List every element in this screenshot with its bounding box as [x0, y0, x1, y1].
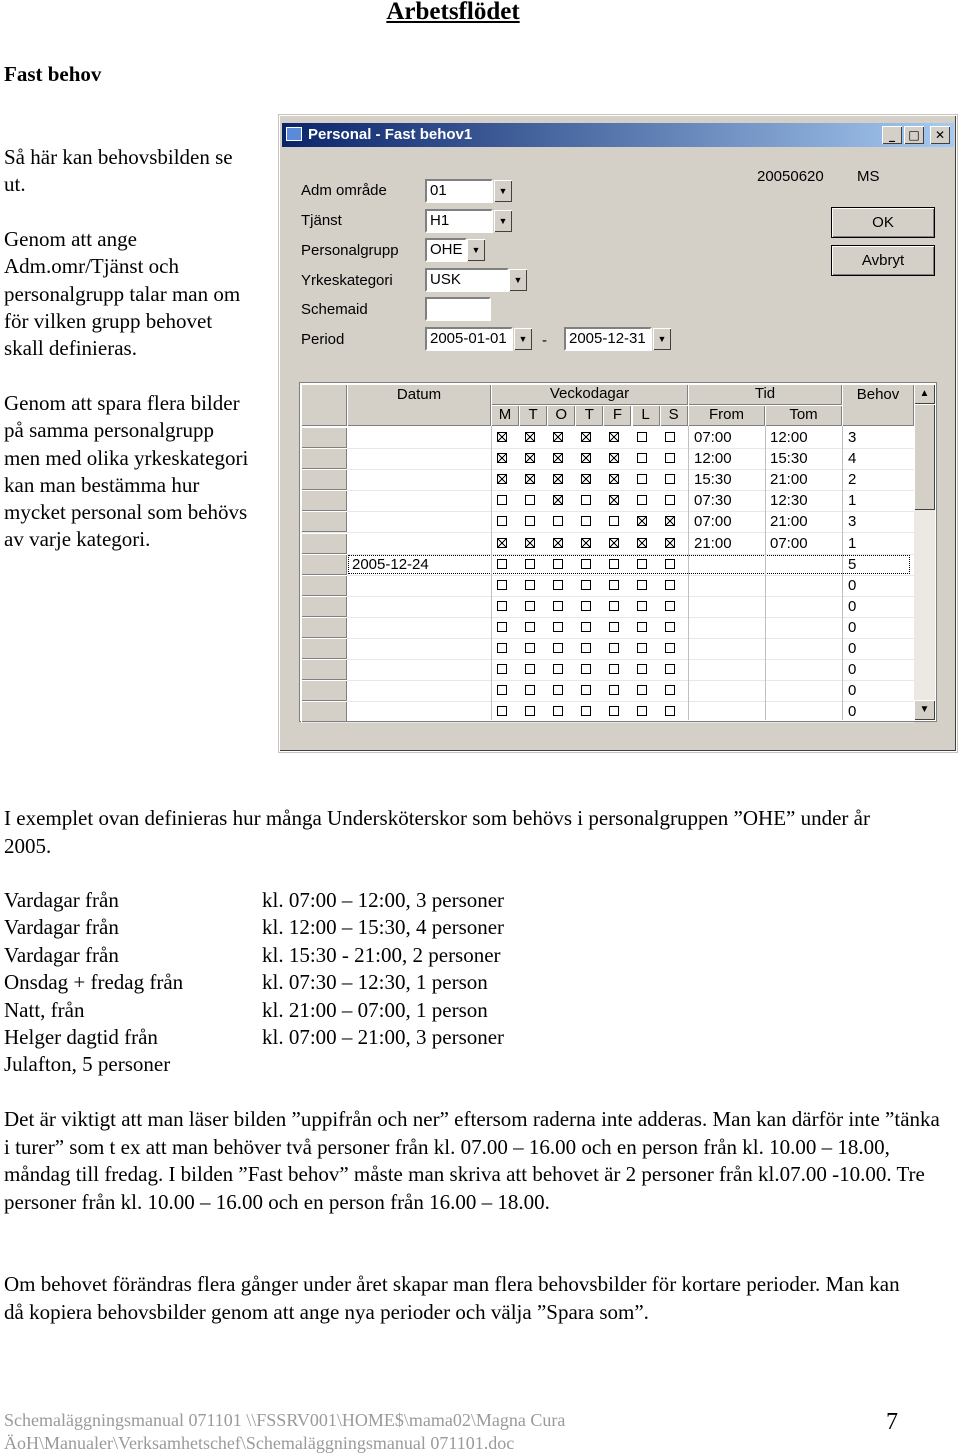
personalgrupp-label: Personalgrupp [301, 242, 399, 259]
side-text-3: Genom att spara flera bilder på samma personalgrupp men med olika yrkeskategori kan man bestämma hur mycket personal som behövs av varje kategori. [4, 391, 249, 552]
period-to-input[interactable]: 2005-12-31 [564, 327, 652, 351]
row-header[interactable] [301, 448, 347, 469]
checkbox-checked[interactable] [609, 495, 619, 505]
checkbox-checked[interactable] [581, 453, 591, 463]
checkbox-checked[interactable] [609, 538, 619, 548]
schemaid-input[interactable] [425, 297, 491, 321]
side-text-2: Genom att ange Adm.omr/Tjänst och personalgrupp talar man om för vilken grupp behovet skall definieras. [4, 227, 241, 361]
checkbox-unchecked[interactable] [497, 601, 507, 611]
cell-behov[interactable]: 0 [848, 661, 857, 679]
personalgrupp-select[interactable]: OHE [425, 238, 467, 262]
checkbox-unchecked[interactable] [497, 664, 507, 674]
col-header-day: T [575, 405, 603, 426]
row-header[interactable] [301, 511, 347, 532]
side-text-1: Så här kan behovsbilden se ut. [4, 145, 233, 197]
checkbox-checked[interactable] [665, 538, 675, 548]
checkbox-unchecked[interactable] [609, 601, 619, 611]
checkbox-checked[interactable] [581, 432, 591, 442]
checkbox-unchecked[interactable] [581, 706, 591, 716]
row-header[interactable] [301, 554, 347, 575]
col-header-behov[interactable]: Behov [842, 384, 914, 426]
section-heading: Fast behov [4, 62, 102, 86]
col-header-day: M [491, 405, 519, 426]
checkbox-checked[interactable] [609, 432, 619, 442]
checkbox-checked[interactable] [553, 538, 563, 548]
example-label: Onsdag + fredag från [4, 970, 184, 995]
cell-behov[interactable]: 4 [848, 450, 857, 468]
col-header-from[interactable]: From [688, 405, 765, 426]
cell-tom[interactable]: 15:30 [770, 450, 808, 468]
table-row[interactable] [301, 427, 914, 449]
checkbox-unchecked[interactable] [497, 706, 507, 716]
column-divider [842, 426, 843, 720]
example-value: kl. 07:00 – 12:00, 3 personer [262, 888, 505, 912]
checkbox-unchecked[interactable] [637, 664, 647, 674]
cell-behov[interactable]: 1 [848, 534, 857, 552]
checkbox-unchecked[interactable] [525, 516, 535, 526]
cell-behov[interactable]: 0 [848, 618, 857, 636]
row-header[interactable] [301, 617, 347, 638]
checkbox-checked[interactable] [553, 474, 563, 484]
checkbox-unchecked[interactable] [581, 643, 591, 653]
calendar-dropdown-icon[interactable]: ▼ [653, 328, 671, 350]
checkbox-unchecked[interactable] [665, 580, 675, 590]
cell-behov[interactable]: 3 [848, 513, 857, 531]
checkbox-checked[interactable] [497, 453, 507, 463]
example-value: kl. 12:00 – 15:30, 4 personer [262, 915, 505, 940]
checkbox-unchecked[interactable] [609, 664, 619, 674]
dialog-title: Personal - Fast behov1 [308, 126, 473, 143]
checkbox-unchecked[interactable] [609, 706, 619, 716]
cell-behov[interactable]: 0 [848, 703, 857, 721]
checkbox-unchecked[interactable] [637, 601, 647, 611]
checkbox-unchecked[interactable] [525, 685, 535, 695]
col-header-day: F [603, 405, 631, 426]
row-header[interactable] [301, 427, 347, 448]
checkbox-unchecked[interactable] [637, 495, 647, 505]
checkbox-checked[interactable] [525, 474, 535, 484]
checkbox-checked[interactable] [637, 516, 647, 526]
checkbox-checked[interactable] [609, 453, 619, 463]
focus-row-outline [348, 555, 910, 574]
checkbox-unchecked[interactable] [637, 559, 647, 569]
checkbox-unchecked[interactable] [637, 643, 647, 653]
checkbox-unchecked[interactable] [581, 601, 591, 611]
checkbox-unchecked[interactable] [525, 664, 535, 674]
calendar-dropdown-icon[interactable]: ▼ [514, 328, 532, 350]
cell-behov[interactable]: 2 [848, 471, 857, 489]
intro-paragraph: I exemplet ovan definieras hur många Undersköterskor som behövs i personalgruppen ”OHE” under år 2005. [4, 806, 870, 858]
example-label: Natt, från [4, 997, 85, 1022]
ok-button[interactable]: OK [831, 207, 935, 238]
cell-tom[interactable]: 12:00 [770, 429, 808, 446]
close-icon[interactable]: ✕ [930, 126, 950, 144]
cell-tom[interactable]: 12:30 [770, 492, 808, 510]
checkbox-unchecked[interactable] [637, 432, 647, 442]
checkbox-unchecked[interactable] [497, 495, 507, 505]
example-value: kl. 15:30 - 21:00, 2 personer [262, 942, 501, 967]
checkbox-unchecked[interactable] [637, 453, 647, 463]
cell-behov[interactable]: 1 [848, 492, 857, 510]
cell-from[interactable]: 07:00 [694, 429, 732, 446]
checkbox-unchecked[interactable] [665, 643, 675, 653]
checkbox-unchecked[interactable] [665, 432, 675, 442]
row-header[interactable] [301, 575, 347, 596]
col-header-day: L [632, 405, 660, 426]
cell-behov[interactable]: 0 [848, 597, 857, 615]
closing-paragraph: Om behovet förändras flera gånger under året skapar man flera behovsbilder för kortare perioder. Man kan då kopiera behovsbilder genom att ange nya perioder och välja ”Spara som”. [4, 1272, 900, 1324]
minimize-icon[interactable]: _ [882, 126, 902, 144]
checkbox-unchecked[interactable] [553, 601, 563, 611]
checkbox-checked[interactable] [553, 432, 563, 442]
row-header[interactable] [301, 701, 347, 722]
col-header-tid[interactable]: Tid [688, 384, 842, 405]
dialog-date: 20050620 [757, 168, 824, 185]
explanation-paragraph: Det är viktigt att man läser bilden ”uppifrån och ner” eftersom raderna inte adderas. Man kan därför inte ”tänka i turer” som t ex att man behöver två personer från kl. 07.00 – 16.00 och en person från kl. 10.00 – 18.00, måndag till fredag. I bilden ”Fast behov” måste man skriva att behovet är 2 personer från kl.07.00 -10.00. Tre personer från kl. 10.00 – 16.00 och en person från 16.00 – 18.00. [4, 1107, 940, 1214]
checkbox-checked[interactable] [497, 474, 507, 484]
checkbox-unchecked[interactable] [581, 685, 591, 695]
checkbox-unchecked[interactable] [525, 706, 535, 716]
chevron-down-icon[interactable]: ▼ [509, 269, 527, 291]
checkbox-unchecked[interactable] [665, 622, 675, 632]
tjanst-select[interactable]: H1 [425, 209, 493, 233]
footer-path [4, 1409, 565, 1455]
table-row[interactable] [301, 596, 914, 618]
col-header-day: O [547, 405, 575, 426]
checkbox-checked[interactable] [553, 495, 563, 505]
checkbox-unchecked[interactable] [497, 685, 507, 695]
chevron-down-icon[interactable]: ▼ [494, 210, 512, 232]
col-header-veckodagar[interactable]: Veckodagar [491, 384, 688, 405]
example-value: kl. 07:00 – 21:00, 3 personer [262, 1025, 505, 1049]
col-header-day: S [660, 405, 688, 426]
table-row[interactable] [301, 701, 914, 723]
period-label: Period [301, 331, 345, 348]
cell-from[interactable]: 12:00 [694, 450, 732, 468]
cell-behov[interactable]: 0 [848, 682, 857, 700]
yrkeskategori-select[interactable]: USK [425, 268, 509, 292]
checkbox-checked[interactable] [497, 538, 507, 548]
checkbox-unchecked[interactable] [525, 580, 535, 590]
page-number: 7 [886, 1409, 898, 1435]
row-header-corner [301, 384, 347, 426]
row-header[interactable] [301, 659, 347, 680]
example-label: Vardagar från [4, 888, 119, 912]
checkbox-unchecked[interactable] [581, 664, 591, 674]
row-header[interactable] [301, 638, 347, 659]
column-divider [491, 426, 492, 720]
cell-behov[interactable]: 5 [848, 555, 857, 573]
checkbox-unchecked[interactable] [637, 685, 647, 695]
checkbox-unchecked[interactable] [609, 685, 619, 695]
row-header[interactable] [301, 596, 347, 617]
table-row[interactable] [301, 511, 914, 533]
checkbox-unchecked[interactable] [665, 664, 675, 674]
checkbox-unchecked[interactable] [581, 495, 591, 505]
cell-from[interactable]: 15:30 [694, 471, 732, 489]
cell-behov[interactable]: 0 [848, 576, 857, 594]
period-from-input[interactable]: 2005-01-01 [425, 327, 513, 351]
checkbox-unchecked[interactable] [497, 559, 507, 569]
checkbox-checked[interactable] [665, 516, 675, 526]
checkbox-unchecked[interactable] [553, 516, 563, 526]
table-row[interactable] [301, 575, 914, 597]
row-header[interactable] [301, 533, 347, 554]
maximize-icon[interactable]: □ [904, 126, 924, 144]
checkbox-checked[interactable] [525, 453, 535, 463]
cell-from[interactable]: 21:00 [694, 534, 732, 552]
checkbox-unchecked[interactable] [525, 622, 535, 632]
tjanst-label: Tjänst [301, 212, 342, 229]
checkbox-unchecked[interactable] [553, 685, 563, 695]
checkbox-unchecked[interactable] [553, 664, 563, 674]
checkbox-unchecked[interactable] [497, 580, 507, 590]
table-row[interactable] [301, 469, 914, 491]
column-divider [688, 426, 689, 720]
cell-from[interactable]: 07:00 [694, 513, 732, 531]
table-row[interactable] [301, 617, 914, 639]
row-header[interactable] [301, 469, 347, 490]
checkbox-checked[interactable] [609, 474, 619, 484]
checkbox-unchecked[interactable] [581, 622, 591, 632]
checkbox-checked[interactable] [525, 538, 535, 548]
col-header-day: T [519, 405, 547, 426]
checkbox-checked[interactable] [553, 453, 563, 463]
table-row[interactable] [301, 638, 914, 660]
adm-label: Adm område [301, 182, 387, 199]
checkbox-unchecked[interactable] [525, 559, 535, 569]
footer-line-1: Schemaläggningsmanual 071101 \\FSSRV001\HOME$\mama02\Magna Cura [4, 1410, 566, 1430]
checkbox-unchecked[interactable] [581, 516, 591, 526]
period-separator: - [542, 332, 547, 349]
table-row[interactable] [301, 490, 914, 512]
chevron-down-icon[interactable]: ▼ [494, 180, 512, 202]
checkbox-unchecked[interactable] [665, 685, 675, 695]
table-row[interactable] [301, 659, 914, 681]
footer-line-2: ÄoH\Manualer\Verksamhetschef\Schemaläggningsmanual 071101.doc [4, 1433, 515, 1453]
page-title: Arbetsflödet [386, 0, 520, 25]
adm-select[interactable]: 01 [425, 179, 493, 203]
checkbox-unchecked[interactable] [553, 706, 563, 716]
checkbox-unchecked[interactable] [497, 622, 507, 632]
checkbox-unchecked[interactable] [665, 453, 675, 463]
checkbox-unchecked[interactable] [665, 474, 675, 484]
yrkeskategori-label: Yrkeskategori [301, 272, 393, 289]
cell-from[interactable]: 07:30 [694, 492, 732, 510]
checkbox-unchecked[interactable] [665, 601, 675, 611]
schemaid-label: Schemaid [301, 301, 368, 318]
checkbox-checked[interactable] [581, 538, 591, 548]
scroll-thumb[interactable] [914, 404, 935, 510]
row-header[interactable] [301, 680, 347, 701]
chevron-down-icon[interactable]: ▼ [467, 239, 485, 261]
example-label: Vardagar från [4, 915, 119, 940]
checkbox-unchecked[interactable] [525, 495, 535, 505]
cell-tom[interactable]: 21:00 [770, 513, 808, 531]
checkbox-unchecked[interactable] [609, 643, 619, 653]
checkbox-unchecked[interactable] [553, 559, 563, 569]
checkbox-unchecked[interactable] [497, 516, 507, 526]
cell-behov[interactable]: 3 [848, 429, 857, 446]
checkbox-unchecked[interactable] [609, 559, 619, 569]
checkbox-unchecked[interactable] [609, 622, 619, 632]
checkbox-checked[interactable] [581, 474, 591, 484]
table-row[interactable] [301, 680, 914, 702]
checkbox-checked[interactable] [497, 432, 507, 442]
example-label: Helger dagtid från [4, 1025, 158, 1049]
checkbox-checked[interactable] [637, 538, 647, 548]
checkbox-unchecked[interactable] [665, 706, 675, 716]
example-value: kl. 21:00 – 07:00, 1 person [262, 997, 488, 1022]
checkbox-checked[interactable] [525, 432, 535, 442]
example-value: kl. 07:30 – 12:30, 1 person [262, 970, 488, 995]
checkbox-unchecked[interactable] [525, 643, 535, 653]
checkbox-unchecked[interactable] [525, 601, 535, 611]
row-header[interactable] [301, 490, 347, 511]
cell-tom[interactable]: 07:00 [770, 534, 808, 552]
example-label: Julafton, 5 personer [4, 1052, 171, 1077]
checkbox-unchecked[interactable] [609, 580, 619, 590]
col-header-tom[interactable]: Tom [765, 405, 842, 426]
cell-tom[interactable]: 21:00 [770, 471, 808, 489]
table-row[interactable] [301, 533, 914, 555]
cell-datum[interactable]: 2005-12-24 [352, 555, 429, 573]
checkbox-unchecked[interactable] [665, 495, 675, 505]
example-label: Vardagar från [4, 942, 119, 967]
checkbox-unchecked[interactable] [581, 580, 591, 590]
checkbox-unchecked[interactable] [497, 643, 507, 653]
scroll-up-icon[interactable]: ▲ [914, 384, 935, 404]
cancel-button[interactable]: Avbryt [831, 245, 935, 276]
checkbox-unchecked[interactable] [553, 580, 563, 590]
checkbox-unchecked[interactable] [581, 559, 591, 569]
table-row[interactable] [301, 448, 914, 470]
checkbox-unchecked[interactable] [553, 643, 563, 653]
dialog-user: MS [857, 168, 880, 185]
checkbox-unchecked[interactable] [637, 706, 647, 716]
checkbox-unchecked[interactable] [637, 622, 647, 632]
scroll-down-icon[interactable]: ▼ [914, 700, 935, 720]
checkbox-unchecked[interactable] [637, 474, 647, 484]
checkbox-unchecked[interactable] [665, 559, 675, 569]
checkbox-unchecked[interactable] [553, 622, 563, 632]
column-divider [765, 426, 766, 720]
checkbox-unchecked[interactable] [609, 516, 619, 526]
cell-behov[interactable]: 0 [848, 640, 857, 657]
col-header-datum[interactable]: Datum [347, 384, 491, 426]
checkbox-unchecked[interactable] [637, 580, 647, 590]
window-app-icon [286, 127, 302, 141]
